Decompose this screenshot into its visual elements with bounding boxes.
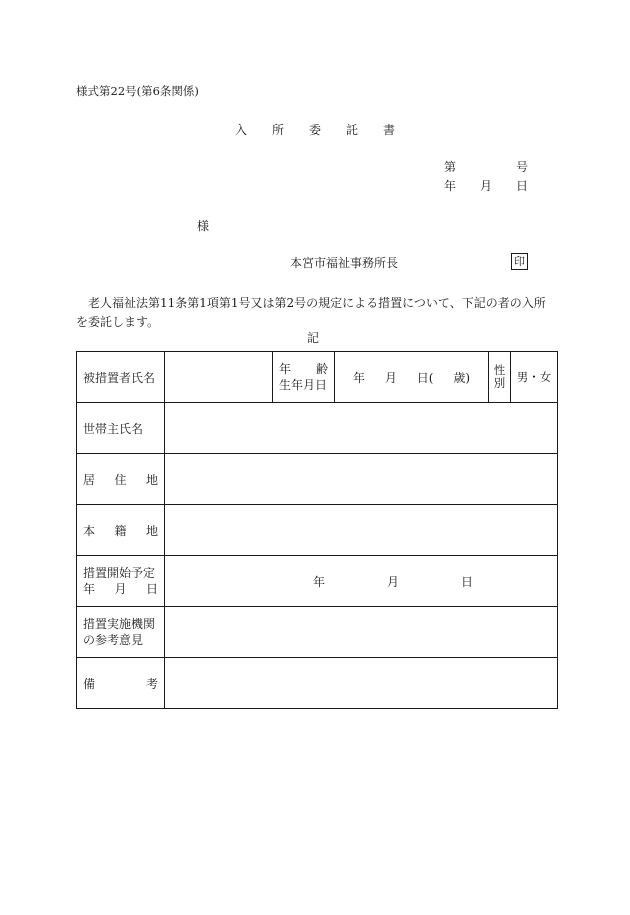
age-label-cell	[273, 352, 335, 403]
addressee-suffix: 様	[197, 219, 210, 233]
table-row-householder	[77, 403, 558, 454]
sex-label-1: 性	[493, 363, 506, 377]
date-day-label: 日	[516, 179, 529, 193]
sex-value-field[interactable]: 男・女	[511, 352, 558, 403]
start-date-month-unit: 月	[386, 574, 399, 589]
remarks-label	[77, 658, 165, 709]
age-sai-unit: 歳)	[453, 370, 471, 385]
start-date-day-unit: 日	[460, 574, 473, 589]
table-row-remarks	[77, 658, 558, 709]
domicile-field[interactable]	[165, 505, 558, 556]
doc-number-prefix: 第	[444, 160, 457, 174]
ki-heading: 記	[307, 331, 320, 345]
table-row-start-date	[77, 556, 558, 607]
agency-opinion-label-1: 措置実施機関	[83, 617, 156, 631]
residence-label	[77, 454, 165, 505]
domicile-label	[77, 505, 165, 556]
start-date-year-unit: 年	[313, 574, 326, 589]
remarks-label-2: 考	[145, 676, 158, 691]
age-day-unit: 日(	[416, 370, 434, 385]
remarks-label-1: 備	[83, 676, 96, 691]
sex-label-cell	[489, 352, 511, 403]
agency-opinion-field[interactable]	[165, 607, 558, 658]
date-month-label: 月	[480, 179, 493, 193]
start-date-label-day: 日	[145, 582, 158, 596]
residence-field[interactable]	[165, 454, 558, 505]
body-text: 老人福祉法第11条第1項第1号又は第2号の規定による措置について、下記の者の入所を委託します。	[76, 296, 546, 329]
age-year-unit: 年	[352, 370, 365, 385]
age-label-nen: 年	[279, 362, 292, 376]
doc-number-suffix: 号	[516, 160, 529, 174]
agency-opinion-label	[77, 607, 165, 658]
sex-label-2: 別	[493, 376, 506, 390]
householder-field[interactable]	[165, 403, 558, 454]
person-name-field[interactable]	[165, 352, 273, 403]
start-date-label	[77, 556, 165, 607]
householder-label: 世帯主氏名	[77, 403, 165, 454]
start-date-field[interactable]	[165, 556, 558, 607]
start-date-label-year: 年	[83, 582, 96, 596]
residence-label-1: 居	[83, 472, 96, 487]
birthdate-label: 生年月日	[279, 378, 328, 392]
agency-opinion-label-2: の参考意見	[83, 633, 144, 647]
domicile-label-1: 本	[83, 523, 96, 538]
form-number: 様式第22号(第6条関係)	[76, 84, 199, 98]
person-name-label: 被措置者氏名	[77, 352, 165, 403]
table-row-person	[77, 352, 558, 403]
age-label-rei: 齢	[315, 362, 328, 376]
date-year-label: 年	[444, 179, 457, 193]
issuer-name: 本宮市福祉事務所長	[290, 256, 399, 270]
residence-label-2: 住	[114, 472, 127, 487]
entrustment-table	[76, 351, 558, 709]
residence-label-3: 地	[145, 472, 158, 487]
start-date-label-month: 月	[114, 582, 127, 596]
age-birthdate-field[interactable]	[335, 352, 489, 403]
seal-stamp-box: 印	[511, 253, 528, 270]
domicile-label-3: 地	[145, 523, 158, 538]
table-row-residence	[77, 454, 558, 505]
age-month-unit: 月	[384, 370, 397, 385]
start-date-label-1: 措置開始予定	[83, 566, 156, 580]
document-title: 入所委託書	[235, 123, 421, 137]
table-row-agency-opinion	[77, 607, 558, 658]
domicile-label-2: 籍	[114, 523, 127, 538]
table-row-domicile	[77, 505, 558, 556]
remarks-field[interactable]	[165, 658, 558, 709]
